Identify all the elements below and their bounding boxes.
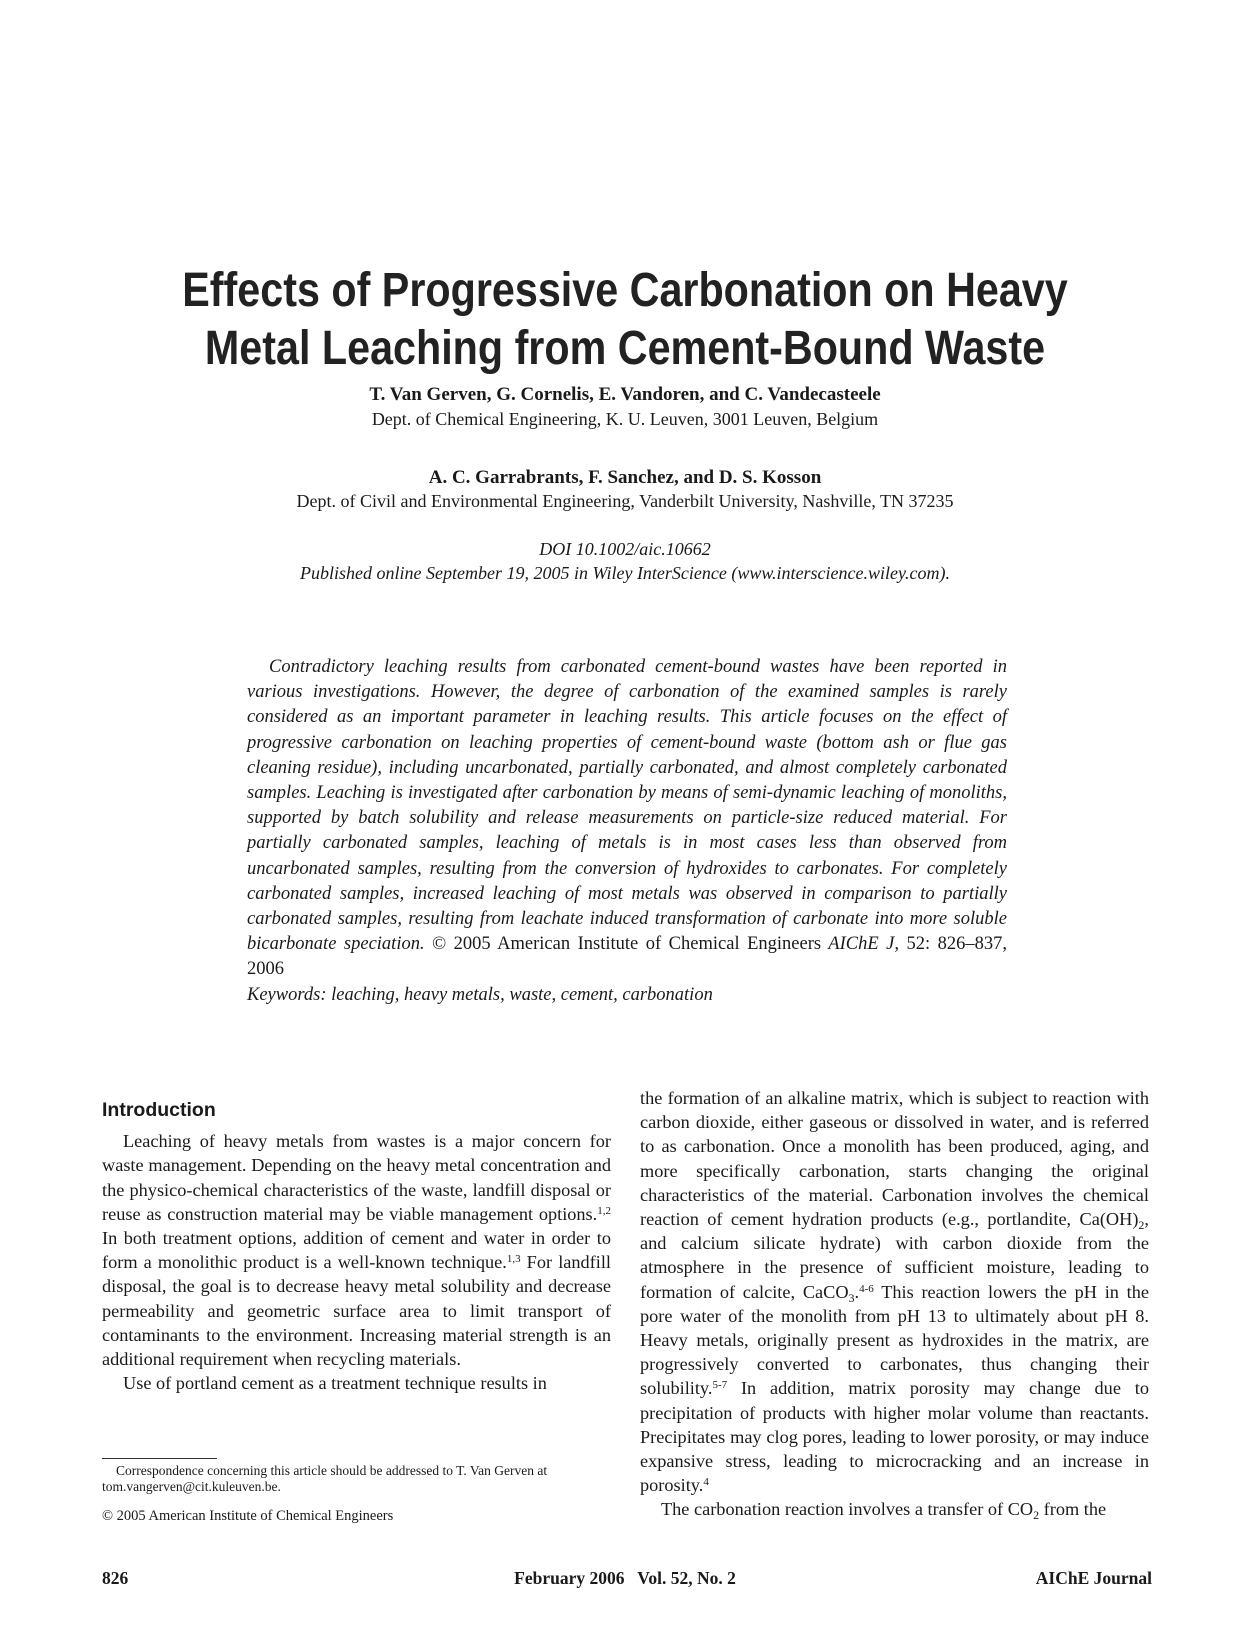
subscript: 2 <box>1033 1508 1040 1523</box>
author-group-1-names: T. Van Gerven, G. Cornelis, E. Vandoren, and C. Vandecasteele <box>369 384 881 405</box>
author-group-2-names: A. C. Garrabrants, F. Sanchez, and D. S. Kosson <box>428 467 822 488</box>
right-p1-text-a: the formation of an alkaline matrix, which is subject to reaction with carbon dioxide, either gaseous or dissolved in water, and is referred to as carbonation. Once a monolith has been produced, aging, and more specifically carbonation, starts changing the original characteristics of the material. Carbonation involves the chemical reaction of cement hydration products (e.g., portlandite, Ca(OH) <box>640 1088 1149 1230</box>
title-line-1: Effects of Progressive Carbonation on Heavy <box>182 264 1068 317</box>
intro-paragraph-2: Use of portland cement as a treatment technique results in <box>123 1373 547 1394</box>
citation-ref: 1,2 <box>597 1204 611 1217</box>
author-group-2-affiliation: Dept. of Civil and Environmental Engineering, Vanderbilt University, Nashville, TN 37235 <box>296 491 954 511</box>
right-p2-text-a: The carbonation reaction involves a transfer of CO <box>661 1499 1034 1520</box>
right-p1-text-e: In addition, matrix porosity may change due to precipitation of products with higher molar volume than reactants. Precipitates may clog pores, leading to lower porosity, or may induce expansive stress, leading to microcracking and an increase in porosity. <box>640 1378 1149 1496</box>
issue-info: February 2006 Vol. 52, No. 2 <box>514 1568 736 1588</box>
citation-ref: 5-7 <box>712 1379 728 1392</box>
section-heading-introduction: Introduction <box>102 1099 216 1121</box>
right-paragraph-2 <box>640 1497 1149 1521</box>
abstract-copyright: © 2005 American Institute of Chemical Engineers <box>432 934 822 955</box>
abstract-journal: AIChE J, <box>828 934 899 955</box>
citation-ref: 4 <box>703 1476 709 1489</box>
right-column <box>640 1086 1149 1522</box>
publication-info: Published online September 19, 2005 in Wiley InterScience (www.interscience.wiley.com). <box>300 563 950 583</box>
right-p1-text-d: This reaction lowers the pH in the pore water of the monolith from pH 13 to ultimately about pH 8. Heavy metals, originally present as hydroxides in the matrix, are progressively converted to carbonates, thus changing their solubility. <box>640 1281 1149 1399</box>
journal-name: AIChE Journal <box>1035 1568 1152 1588</box>
intro-p1-text-b: In both treatment options, addition of cement and water in order to form a monolithic product is a well-known technique. <box>102 1228 611 1273</box>
intro-paragraph-1 <box>102 1129 611 1371</box>
intro-p1-text-c: For landfill disposal, the goal is to decrease heavy metal solubility and decrease permeability and geometric surface area to limit transport of contaminants to the environment. Increasing material strength is an additional requirement when recycling materials. <box>102 1252 611 1370</box>
right-p1-text-b: , and calcium silicate hydrate) with carbon dioxide from the atmosphere in the presence of sufficient moisture, leading to formation of calcite, CaCO <box>640 1209 1149 1302</box>
right-p1-text-c: . <box>854 1281 860 1302</box>
intro-p1-text-a: Leaching of heavy metals from wastes is a major concern for waste management. Depending on the heavy metal concentration and the physico-chemical characteristics of the waste, landfill disposal or reuse as construction material may be viable management options. <box>102 1131 611 1224</box>
page-number: 826 <box>102 1568 129 1588</box>
doi: DOI 10.1002/aic.10662 <box>539 539 711 559</box>
abstract-body <box>247 655 1007 983</box>
citation-ref: 1,3 <box>506 1253 521 1266</box>
right-p2-text-b: from the <box>1039 1499 1107 1520</box>
citation-ref: 4-6 <box>859 1282 874 1295</box>
keywords: Keywords: leaching, heavy metals, waste, cement, carbonation <box>247 984 713 1005</box>
right-paragraph-1 <box>640 1086 1149 1497</box>
subscript: 2 <box>1138 1218 1145 1233</box>
abstract-citation: 52: 826–837, 2006 <box>247 934 1008 980</box>
subscript: 3 <box>848 1290 855 1305</box>
author-group-1-affiliation: Dept. of Chemical Engineering, K. U. Leuven, 3001 Leuven, Belgium <box>371 409 879 429</box>
footnote-correspondence: Correspondence concerning this article should be addressed to T. Van Gerven at tom.vangerven@cit.kuleuven.be. <box>102 1463 548 1494</box>
title-line-2: Metal Leaching from Cement-Bound Waste <box>204 322 1046 375</box>
left-column <box>102 1098 611 1395</box>
abstract-text: Contradictory leaching results from carbonated cement-bound wastes have been reported in various investigations. However, the degree of carbonation of the examined samples is rarely considered as an important parameter in leaching results. This article focuses on the effect of progressive carbonation on leaching properties of cement-bound waste (bottom ash or flue gas cleaning residue), including uncarbonated, partially carbonated, and almost completely carbonated samples. Leaching is investigated after carbonation by means of semi-dynamic leaching of monoliths, supported by batch solubility and release measurements on particle-size reduced material. For partially carbonated samples, leaching of metals is in most cases less than observed from uncarbonated samples, resulting from the conversion of hydroxides to carbonates. For completely carbonated samples, increased leaching of most metals was observed in comparison to partially carbonated samples, resulting from leachate induced transformation of carbonate into more soluble bicarbonate speciation. <box>247 657 1007 955</box>
footnote-rule <box>102 1458 217 1459</box>
abstract <box>247 655 1007 1008</box>
article-title <box>174 262 1077 378</box>
footnote-copyright: © 2005 American Institute of Chemical Engineers <box>102 1508 394 1524</box>
